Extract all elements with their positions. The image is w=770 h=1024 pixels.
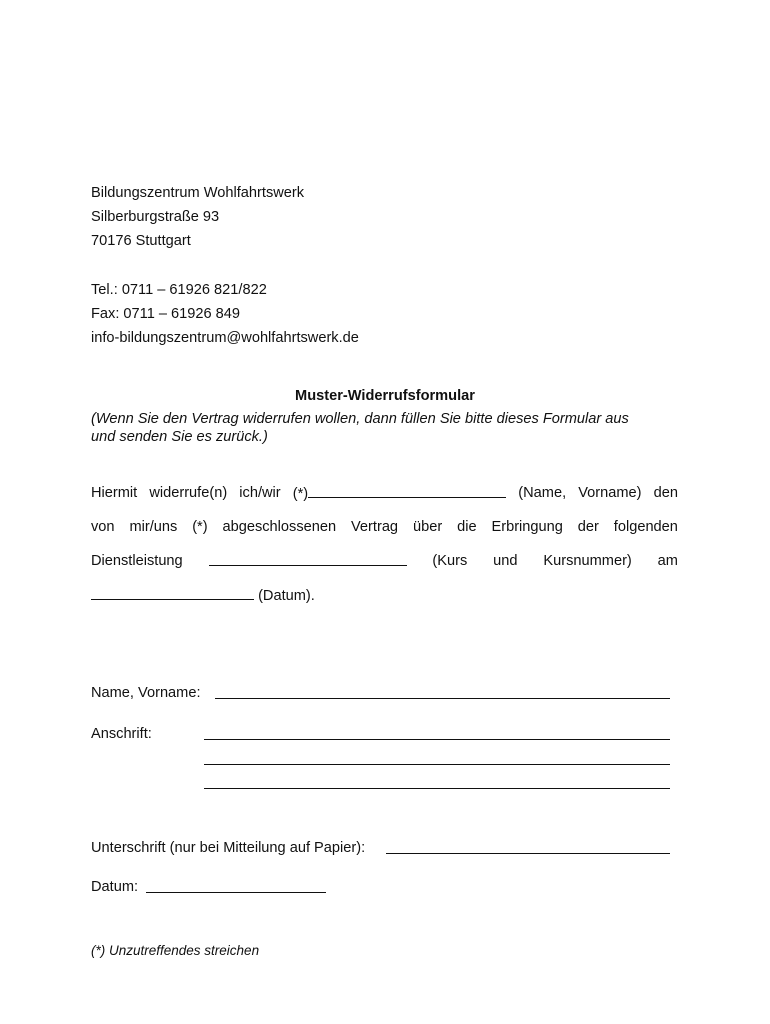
word: die — [457, 519, 477, 535]
word: abgeschlossenen — [222, 519, 337, 535]
word: folgenden — [613, 519, 678, 535]
word: (Name, — [518, 485, 567, 501]
address-field-line-3[interactable] — [204, 788, 670, 789]
fax-number: Fax: 0711 – 61926 849 — [91, 306, 241, 322]
word: der — [577, 519, 599, 535]
word: und — [493, 553, 518, 569]
word: von — [91, 519, 115, 535]
word: Kursnummer) — [543, 553, 632, 569]
word: (*) — [292, 486, 309, 502]
name-field-line[interactable] — [215, 698, 670, 699]
word: Vorname) — [578, 485, 642, 501]
org-name: Bildungszentrum Wohlfahrtswerk — [91, 185, 305, 201]
form-title: Muster-Widerrufsformular — [295, 388, 475, 404]
name-blank[interactable] — [308, 484, 506, 498]
address-label: Anschrift: — [91, 726, 152, 742]
signature-field-line[interactable] — [386, 853, 670, 854]
date-field-line[interactable] — [146, 892, 326, 893]
word: am — [657, 553, 678, 569]
intro-line-2: und senden Sie es zurück.) — [91, 429, 268, 445]
signature-label: Unterschrift (nur bei Mitteilung auf Papier): — [91, 840, 366, 856]
service-blank[interactable] — [209, 552, 407, 566]
name-blank-group — [293, 484, 506, 503]
word: Erbringung — [491, 519, 563, 535]
word: (*) — [192, 519, 208, 535]
revocation-line-4 — [91, 586, 315, 605]
word: widerrufe(n) — [149, 485, 228, 501]
name-label: Name, Vorname: — [91, 685, 201, 701]
word: ich/wir — [239, 485, 281, 501]
contract-date-blank[interactable] — [91, 586, 254, 600]
word: (Datum). — [258, 588, 315, 604]
address-field-line-2[interactable] — [204, 764, 670, 765]
word: über — [412, 519, 443, 535]
revocation-line-2 — [91, 518, 678, 536]
word: Hiermit — [91, 485, 138, 501]
email-address: info-bildungszentrum@wohlfahrtswerk.de — [91, 330, 359, 346]
phone-number: Tel.: 0711 – 61926 821/822 — [91, 282, 267, 298]
city-address: 70176 Stuttgart — [91, 233, 191, 249]
address-field-line-1[interactable] — [204, 739, 670, 740]
word: den — [653, 485, 678, 501]
footnote: (*) Unzutreffendes streichen — [91, 943, 260, 958]
date-label: Datum: — [91, 879, 139, 895]
intro-line-1: (Wenn Sie den Vertrag widerrufen wollen, dann füllen Sie bitte dieses Formular aus — [91, 411, 629, 427]
word: mir/uns — [129, 519, 178, 535]
word: (Kurs — [432, 553, 468, 569]
revocation-line-1 — [91, 484, 678, 503]
street-address: Silberburgstraße 93 — [91, 209, 220, 225]
word: Dienstleistung — [91, 553, 183, 569]
word: Vertrag — [351, 519, 399, 535]
revocation-line-3 — [91, 552, 678, 570]
